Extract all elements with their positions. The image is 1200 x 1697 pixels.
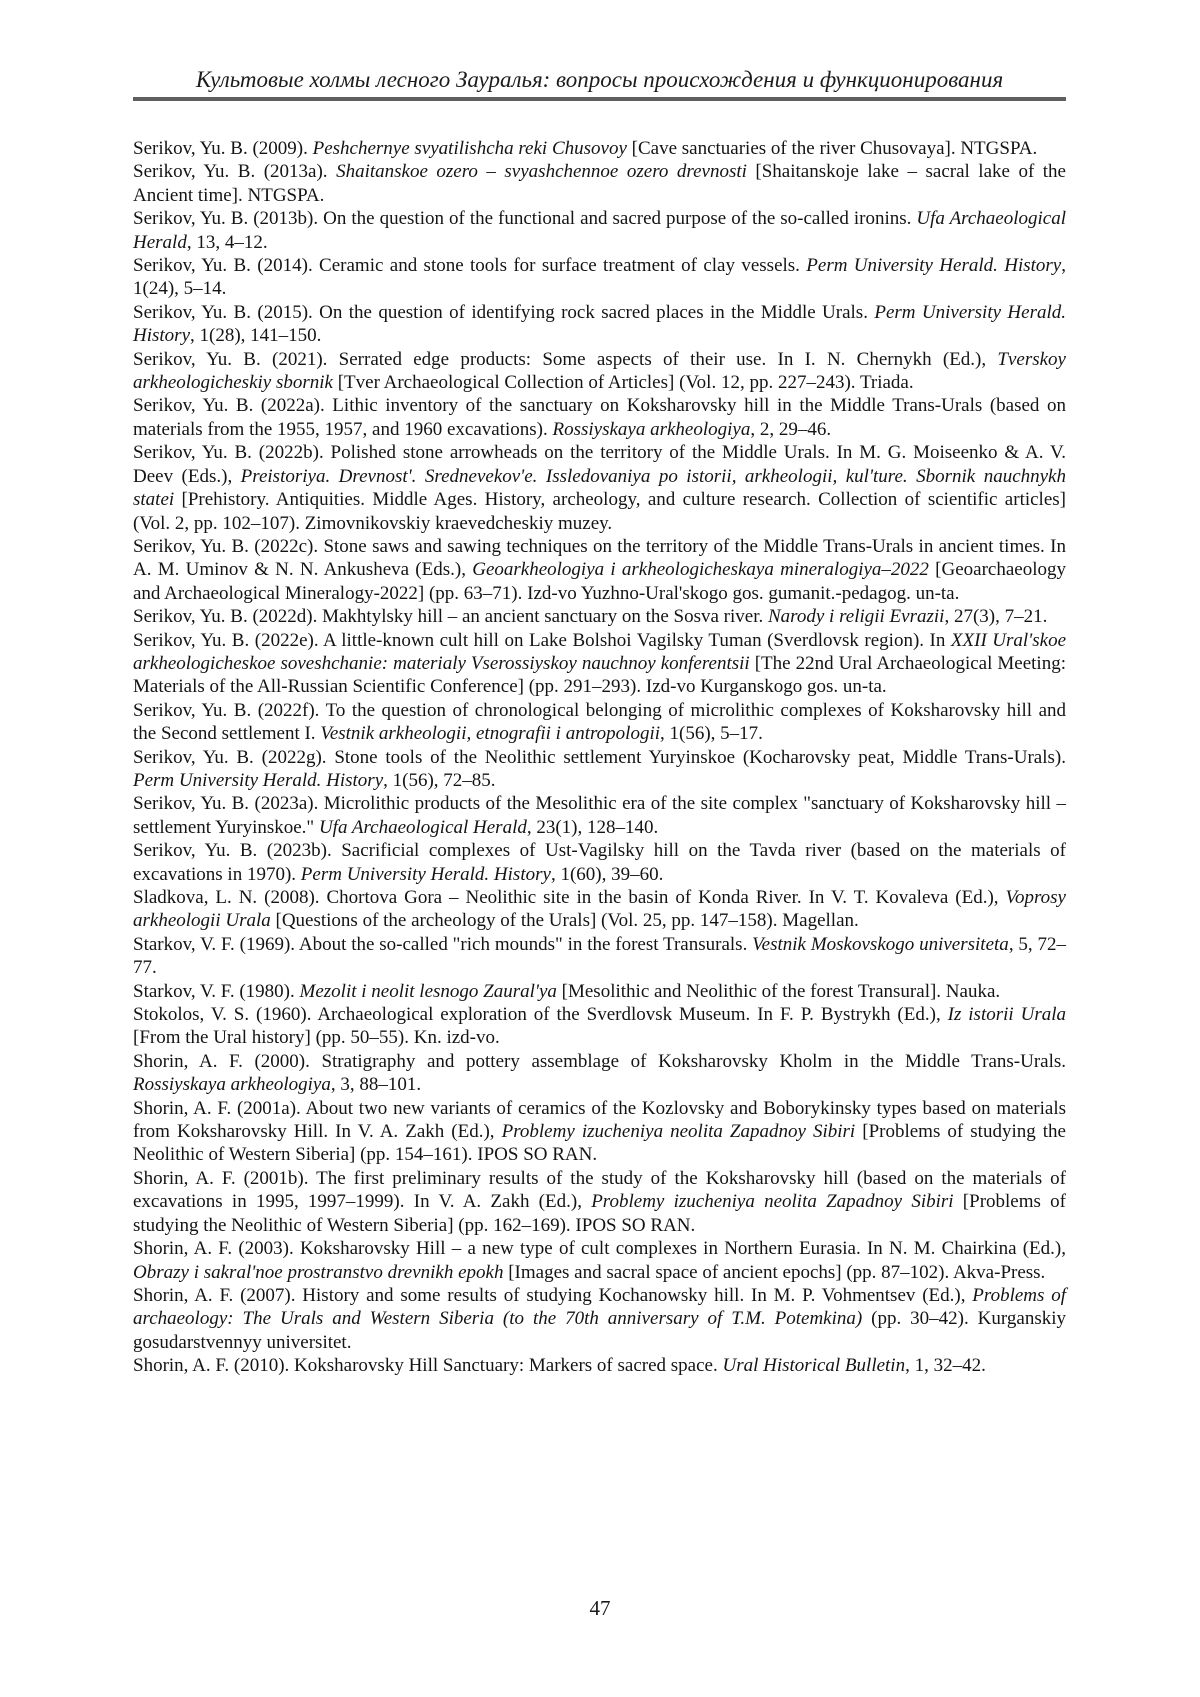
reference-entry [133,1284,1066,1354]
reference-title-italic: Mezolit i neolit lesnogo Zaural'ya [299,980,557,1002]
reference-text: Starkov, V. F. (1969). About the so-called "rich mounds" in the forest Transurals. [133,933,753,955]
reference-text: [Questions of the archeology of the Urals] (Vol. 25, pp. 147–158). Magellan. [270,910,859,932]
reference-text: Shorin, A. F. (2003). Koksharovsky Hill – a new type of cult complexes in Northern Eurasia. In N. M. Chairkina (Ed.), [133,1238,1066,1260]
header-rule [133,97,1066,101]
reference-title-italic: Geoarkheologiya i arkheologicheskaya mineralogiya–2022 [472,559,929,581]
reference-entry [133,886,1066,933]
reference-text: [Tver Archaeological Collection of Articles] (Vol. 12, pp. 227–243). Triada. [332,372,914,394]
reference-text: (pp. 30–42). Kurganskiy gosudarstvennyy universitet. [133,1308,1066,1353]
reference-text: [Mesolithic and Neolithic of the forest Transural]. Nauka. [556,980,1001,1002]
reference-title-italic: Perm University Herald. History [806,255,1062,277]
reference-entry [133,394,1066,441]
reference-text: Serikov, Yu. B. (2022d). Makhtylsky hill – an ancient sanctuary on the Sosva river. [133,606,768,628]
reference-title-italic: Ufa Archaeological Herald [133,208,1067,253]
reference-title-italic: Vestnik Moskovskogo universiteta [752,933,1009,955]
reference-text: Sladkova, L. N. (2008). Chortova Gora – Neolithic site in the basin of Konda River. In V. T. Kovaleva (Ed.), [133,887,1006,908]
reference-text: Serikov, Yu. B. (2022f). To the question of chronological belonging of microlithic complexes of Koksharovsky hill and the Second settlement I. [133,699,1066,745]
reference-text: , 1(28), 141–150. [190,325,322,347]
reference-text: , 3, 88–101. [330,1074,422,1096]
reference-title-italic: Narody i religii Evrazii [768,606,945,628]
reference-text: , 23(1), 128–140. [526,816,659,838]
reference-text: Shorin, A. F. (2010). Koksharovsky Hill Sanctuary: Markers of sacred space. [133,1355,723,1377]
reference-text: [Cave sanctuaries of the river Chusovaya]. NTGSPA. [626,138,1038,159]
reference-text: Serikov, Yu. B. (2022e). A little-known cult hill on Lake Bolshoi Vagilsky Tuman (Sverdlovsk region). In [133,629,951,651]
reference-text: [Prehistory. Antiquities. Middle Ages. History, archeology, and culture research. Collection of scientific articles] (Vol. 2, pp. 102–107). Zimovnikovskiy kraevedcheskiy muzey. [133,489,1066,534]
reference-text: [Problems of studying the Neolithic of Western Siberia] (pp. 154–161). IPOS SO RAN. [133,1121,1066,1166]
reference-text: , 1(60), 39–60. [550,863,664,885]
reference-text: Shorin, A. F. (2001a). About two new variants of ceramics of the Kozlovsky and Boborykinsky types based on materials from Koksharovsky Hill. In V. A. Zakh (Ed.), [133,1097,1066,1143]
reference-title-italic: Problems of archaeology: The Urals and Western Siberia (to the 70th anniversary of T.M. Potemkina) [133,1284,1066,1330]
reference-entry [133,1050,1066,1097]
reference-text: , 13, 4–12. [186,231,268,253]
reference-title-italic: Tverskoy arkheologicheskiy sbornik [133,348,1066,394]
reference-entry [133,699,1066,746]
reference-entry [133,605,1066,628]
reference-text: Serikov, Yu. B. (2013a). [133,161,337,183]
reference-entry [133,1354,1066,1377]
reference-text: Shorin, A. F. (2001b). The first preliminary results of the study of the Koksharovsky hill (based on the materials of excavations in 1995, 1997–1999). In V. A. Zakh (Ed.), [133,1167,1066,1213]
reference-text: Serikov, Yu. B. (2022c). Stone saws and sawing techniques on the territory of the Middle Trans-Urals in ancient times. In A. M. Uminov & N. N. Ankusheva (Eds.), [133,535,1066,581]
reference-title-italic: Shaitanskoe ozero – svyashchennoe ozero drevnosti [336,161,747,183]
reference-text: , 1(56), 72–85. [383,769,496,791]
reference-entry [133,933,1066,980]
reference-text: , 5, 72–77. [133,933,1067,979]
reference-text: Serikov, Yu. B. (2023b). Sacrificial complexes of Ust-Vagilsky hill on the Tavda river (based on the materials of excavations in 1970). [133,840,1066,885]
reference-text: [Problems of studying the Neolithic of Western Siberia] (pp. 162–169). IPOS SO RAN. [133,1191,1066,1236]
references-list [133,137,1066,1378]
reference-entry [133,839,1066,886]
reference-text: Serikov, Yu. B. (2015). On the question of identifying rock sacred places in the Middle Urals. [133,301,875,323]
reference-entry [133,629,1066,699]
reference-text: Serikov, Yu. B. (2022b). Polished stone arrowheads on the territory of the Middle Urals. In M. G. Moiseenko & A. V. Deev (Eds.), [133,442,1066,487]
reference-entry [133,1237,1066,1284]
reference-entry [133,254,1066,301]
reference-title-italic: Vestnik arkheologii, etnografii i antropologii [320,723,661,745]
reference-entry [133,301,1066,348]
reference-entry [133,441,1066,535]
reference-text: Serikov, Yu. B. (2009). [133,138,313,159]
reference-title-italic: Iz istorii Urala [947,1004,1066,1026]
reference-entry [133,348,1066,395]
reference-text: Stokolos, V. S. (1960). Archaeological exploration of the Sverdlovsk Museum. In F. P. Bystrykh (Ed.), [133,1004,948,1026]
reference-entry [133,792,1066,839]
reference-entry [133,207,1066,254]
reference-title-italic: Rossiyskaya arkheologiya [133,1074,331,1096]
reference-text: [Shaitanskoje lake – sacral lake of the Ancient time]. NTGSPA. [133,161,1066,206]
reference-title-italic: Obrazy i sakral'noe prostranstvo drevnikh epokh [133,1261,504,1283]
reference-title-italic: XXII Ural'skoe arkheologicheskoe soveshchanie: materialy Vserossiyskoy nauchnoy konferentsii [133,629,1067,674]
reference-title-italic: Perm University Herald. History [133,301,1066,347]
reference-entry [133,980,1066,1003]
reference-entry [133,535,1066,605]
reference-entry [133,137,1066,160]
running-head-title: Культовые холмы лесного Зауралья: вопросы происхождения и функционирования [195,67,1004,92]
reference-title-italic: Perm University Herald. History [133,769,384,791]
reference-text: , 1, 32–42. [905,1355,986,1377]
reference-text: , 1(56), 5–17. [660,723,763,745]
reference-text: [The 22nd Ural Archaeological Meeting: Materials of the All-Russian Scientific Conference] (pp. 291–293). Izd-vo Kurganskogo gos. un-ta. [133,652,1066,698]
reference-text: Shorin, A. F. (2000). Stratigraphy and pottery assemblage of Koksharovsky Kholm in the Middle Trans-Urals. [133,1050,1066,1072]
reference-text: Serikov, Yu. B. (2021). Serrated edge products: Some aspects of their use. In I. N. Chernykh (Ed.), [133,348,998,370]
reference-entry [133,1003,1066,1050]
reference-title-italic: Peshchernye svyatilishcha reki Chusovoy [312,138,627,159]
reference-text: Serikov, Yu. B. (2023a). Microlithic products of the Mesolithic era of the site complex "sanctuary of Koksharovsky hill – settlement Yuryinskoe." [133,793,1066,838]
reference-entry [133,746,1066,793]
reference-text: Starkov, V. F. (1980). [133,980,300,1002]
reference-text: [From the Ural history] (pp. 50–55). Kn. izd-vo. [133,1027,500,1049]
page-number: 47 [589,1596,611,1620]
reference-text: [Images and sacral space of ancient epochs] (pp. 87–102). Akva-Press. [503,1261,1046,1283]
reference-title-italic: Ufa Archaeological Herald [318,816,527,838]
page-footer [0,1596,1200,1621]
reference-text: Shorin, A. F. (2007). History and some results of studying Kochanowsky hill. In M. P. Vohmentsev (Ed.), [133,1284,973,1306]
reference-title-italic: Ural Historical Bulletin [722,1355,906,1377]
reference-title-italic: Voprosy arkheologii Urala [133,887,1066,932]
reference-title-italic: Perm University Herald. History [300,863,551,885]
reference-title-italic: Rossiyskaya arkheologiya [552,418,751,440]
reference-entry [133,1167,1066,1237]
reference-title-italic: Preistoriya. Drevnost'. Srednevekov'e. Issledovaniya po istorii, arkheologii, kul'ture. Sbornik nauchnykh statei [133,465,1066,511]
reference-title-italic: Problemy izucheniya neolita Zapadnoy Sibiri [501,1121,856,1143]
reference-text: , 2, 29–46. [750,418,832,440]
reference-text: Serikov, Yu. B. (2022g). Stone tools of the Neolithic settlement Yuryinskoe (Kocharovsky peat, Middle Trans-Urals). [133,746,1066,768]
reference-entry [133,1097,1066,1167]
reference-text: [Geoarchaeology and Archaeological Mineralogy-2022] (pp. 63–71). Izd-vo Yuzhno-Ural'skogo gos. gumanit.-pedagog. un-ta. [133,559,1066,604]
reference-text: , 1(24), 5–14. [133,255,1066,300]
reference-title-italic: Problemy izucheniya neolita Zapadnoy Sibiri [591,1191,954,1213]
reference-text: , 27(3), 7–21. [944,606,1048,628]
reference-text: Serikov, Yu. B. (2013b). On the question of the functional and sacred purpose of the so-called ironins. [133,208,917,230]
reference-entry [133,160,1066,207]
page-header [133,66,1066,101]
reference-text: Serikov, Yu. B. (2022a). Lithic inventory of the sanctuary on Koksharovsky hill in the Middle Trans-Urals (based on materials from the 1955, 1957, and 1960 excavations). [133,395,1066,440]
reference-text: Serikov, Yu. B. (2014). Ceramic and stone tools for surface treatment of clay vessels. [133,255,807,277]
